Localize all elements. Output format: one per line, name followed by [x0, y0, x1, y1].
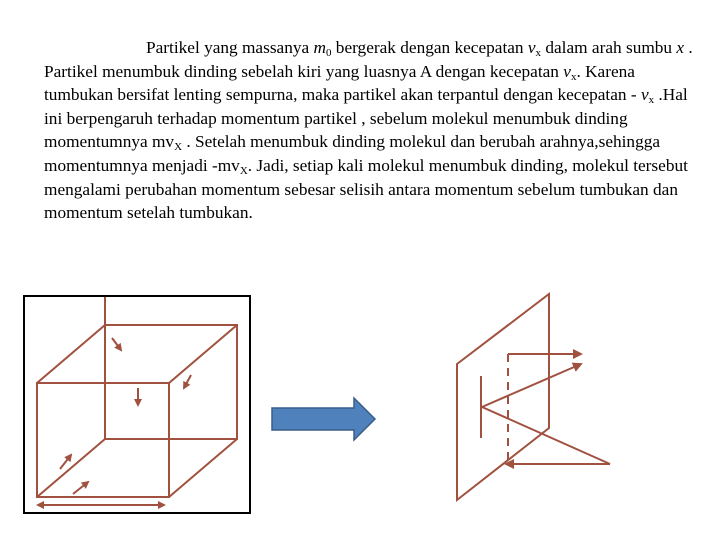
reflected-arrow [482, 364, 581, 407]
text-segment: bergerak dengan kecepatan [331, 38, 528, 57]
molecule-arrow [112, 338, 121, 350]
wall-drawing [440, 288, 618, 504]
subscript: x [570, 70, 577, 83]
subscript: 0 [325, 47, 332, 59]
text-segment: Partikel yang massanya [146, 38, 314, 57]
cube-edge [37, 439, 105, 497]
incident-line [482, 407, 610, 464]
symbol-v: v [640, 85, 649, 105]
body-paragraph [44, 36, 704, 225]
subscript: x [648, 94, 655, 107]
cube-edge [37, 325, 105, 383]
symbol-m: m [313, 38, 326, 57]
symbol-v: v [527, 38, 536, 57]
molecule-arrow [60, 455, 71, 469]
molecule-arrow [184, 375, 191, 388]
right-arrow-icon [270, 396, 378, 447]
text-segment: .Hal ini berpengaruh terhadap momentum partikel , sebelum molekul menumbuk dinding momentumnya mv [44, 85, 688, 152]
wall-collision-diagram [440, 288, 618, 509]
text-segment: . Jadi, setiap kali molekul menumbuk dinding, molekul tersebut mengalami perubahan momentum sebesar selisih antara momentum sebelum tumbukan dan momentum setelah tumbukan. [44, 155, 688, 223]
text-segment: . Setelah menumbuk dinding molekul dan berubah arahnya,sehingga momentumnya menjadi -mv [44, 132, 661, 175]
text-segment: . Karena tumbukan bersifat lenting sempurna, maka partikel akan terpantul dengan kecepatan - [44, 61, 641, 105]
subscript: X [174, 141, 183, 154]
subscript: X [239, 164, 248, 177]
cube-edge [169, 439, 237, 497]
subscript: x [535, 47, 542, 59]
text-segment: . Partikel menumbuk dinding sebelah kiri yang luasnya A dengan kecepatan [44, 38, 693, 81]
text-segment: dalam arah sumbu [541, 38, 677, 57]
molecule-arrow [73, 482, 88, 494]
symbol-v: v [563, 61, 571, 81]
cube-diagram [23, 295, 251, 514]
symbol-x: x [676, 38, 685, 57]
cube-drawing [25, 297, 249, 512]
cube-edge [169, 325, 237, 383]
right-arrow-shape [270, 396, 378, 442]
